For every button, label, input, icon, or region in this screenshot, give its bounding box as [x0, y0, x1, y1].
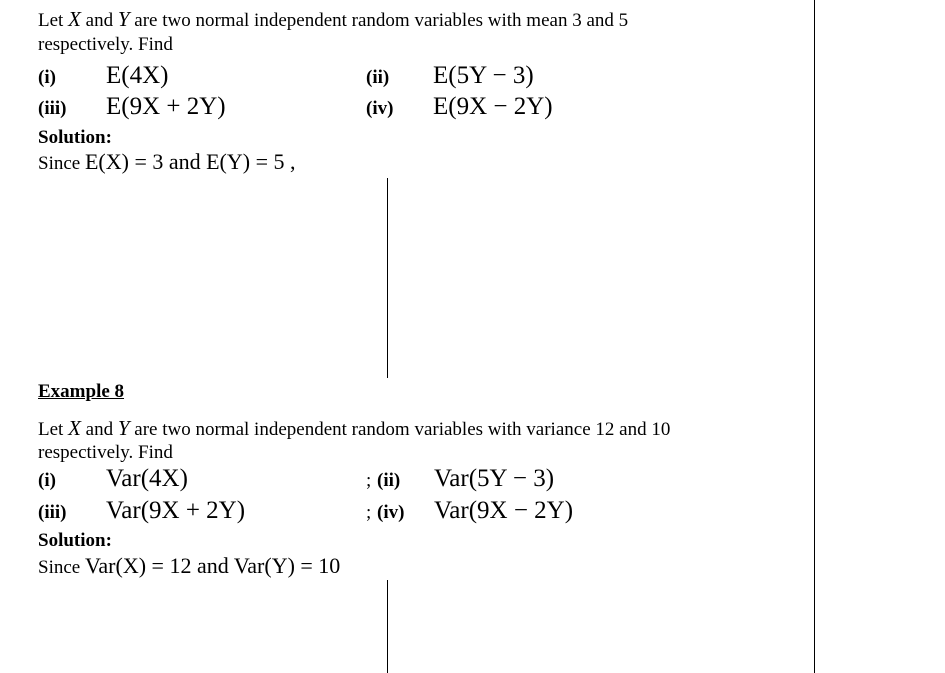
ex7-since-word: Since — [38, 153, 81, 174]
ex8-part-ii-sep: ; — [366, 470, 372, 491]
ex8-part-iii-label: (iii) — [38, 502, 67, 523]
divider-line-ex8 — [387, 580, 388, 673]
ex7-var-x: X — [68, 7, 81, 31]
ex7-intro-text: are two normal independent random variables with mean 3 and 5 — [134, 10, 629, 31]
ex7-var-y: Y — [117, 7, 130, 31]
ex8-and: and — [85, 419, 114, 440]
ex8-since-math: Var(X) = 12 and Var(Y) = 10 — [84, 553, 341, 578]
ex7-solution-heading: Solution: — [38, 127, 112, 148]
ex7-and: and — [85, 10, 114, 31]
divider-line-ex7 — [387, 178, 388, 378]
ex7-part-iii-label: (iii) — [38, 98, 67, 119]
ex7-let: Let — [38, 10, 64, 31]
ex7-part-iv-label: (iv) — [366, 98, 394, 119]
ex7-part-iii-expr: E(9X + 2Y) — [106, 93, 226, 120]
ex8-intro-line2: respectively. Find — [38, 442, 173, 463]
ex7-intro-line2: respectively. Find — [38, 34, 173, 55]
ex8-intro-text: are two normal independent random variables with variance 12 and 10 — [134, 419, 671, 440]
ex8-intro-line1 — [38, 418, 670, 439]
ex7-part-i-expr: E(4X) — [106, 62, 169, 89]
ex7-since-line — [38, 151, 296, 173]
page-right-border — [814, 0, 815, 673]
ex7-part-ii-expr: E(5Y − 3) — [433, 62, 534, 89]
ex8-solution-heading: Solution: — [38, 530, 112, 551]
ex7-part-i-label: (i) — [38, 67, 56, 88]
ex8-let: Let — [38, 419, 64, 440]
ex7-part-ii-label: (ii) — [366, 67, 390, 88]
ex8-part-iii-expr: Var(9X + 2Y) — [106, 497, 246, 524]
ex8-part-ii-expr: Var(5Y − 3) — [434, 465, 555, 492]
ex8-var-x: X — [68, 416, 81, 440]
ex8-part-iv-expr: Var(9X − 2Y) — [434, 497, 574, 524]
ex8-part-i-label: (i) — [38, 470, 56, 491]
ex8-part-i-expr: Var(4X) — [106, 465, 188, 492]
ex8-since-word: Since — [38, 557, 81, 578]
ex8-since-line — [38, 555, 340, 577]
ex8-part-iv-label: (iv) — [377, 502, 405, 523]
ex7-intro-line1 — [38, 9, 628, 30]
ex8-var-y: Y — [117, 416, 130, 440]
ex8-part-iv-sep: ; — [366, 502, 372, 523]
ex8-heading: Example 8 — [38, 381, 125, 402]
ex8-part-ii-label: (ii) — [377, 470, 401, 491]
ex7-part-iv-expr: E(9X − 2Y) — [433, 93, 553, 120]
ex7-since-math: E(X) = 3 and E(Y) = 5 , — [84, 149, 296, 174]
